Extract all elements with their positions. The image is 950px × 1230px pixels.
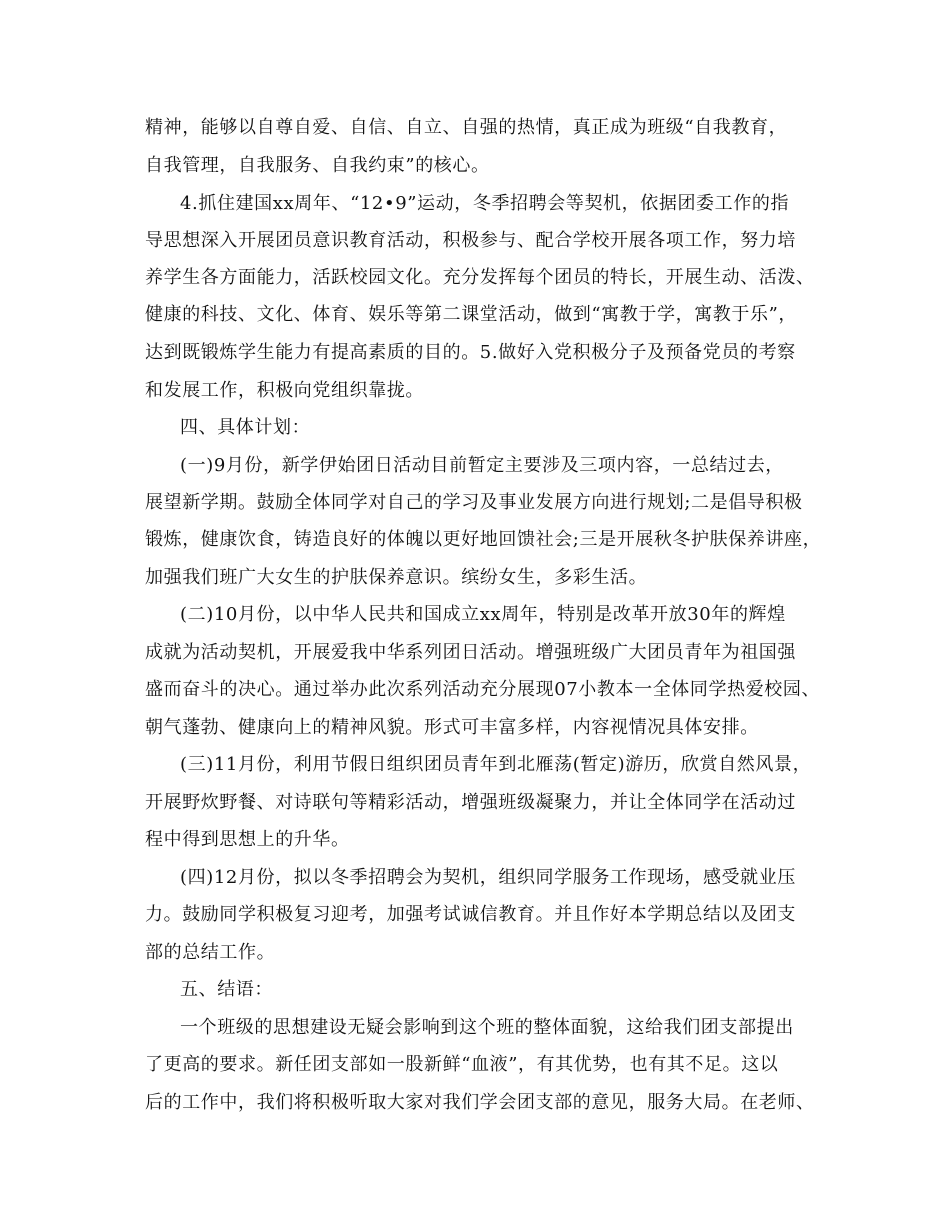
text-line: (四)12月份，拟以冬季招聘会为契机，组织同学服务工作现场，感受就业压 [180,867,796,888]
text-line: 成就为活动契机，开展爱我中华系列团日活动。增强班级广大团员青年为祖国强 [145,642,796,663]
text-line: (三)11月份，利用节假日组织团员青年到北雁荡(暂定)游历，欣赏自然风景， [180,754,812,775]
text-line: 后的工作中，我们将积极听取大家对我们学会团支部的意见，服务大局。在老师、 [145,1092,815,1113]
section-heading: 五、结语： [180,979,273,1000]
text-line: 锻炼，健康饮食，铸造良好的体魄以更好地回馈社会;三是开展秋冬护肤保养讲座， [145,529,822,550]
text-line: 健康的科技、文化、体育、娱乐等第二课堂活动，做到“寓教于学，寓教于乐”， [145,304,798,325]
text-line: 了更高的要求。新任团支部如一股新鲜“血液”，有其优势，也有其不足。这以 [145,1054,779,1075]
text-line: 养学生各方面能力，活跃校园文化。充分发挥每个团员的特长，开展生动、活泼、 [145,267,815,288]
text-line: 程中得到思想上的升华。 [145,829,350,850]
text-line: 达到既锻炼学生能力有提高素质的目的。5.做好入党积极分子及预备党员的考察 [145,342,796,363]
text-line: 部的总结工作。 [145,942,276,963]
text-line: 和发展工作，积极向党组织靠拢。 [145,380,424,401]
text-line: 朝气蓬勃、健康向上的精神风貌。形式可丰富多样，内容视情况具体安排。 [145,717,759,738]
text-line: 盛而奋斗的决心。通过举办此次系列活动充分展现07小教本一全体同学热爱校园、 [145,679,821,700]
text-line: 加强我们班广大女生的护肤保养意识。缤纷女生，多彩生活。 [145,567,648,588]
text-line: (二)10月份，以中华人民共和国成立xx周年，特别是改革开放30年的辉煌 [180,604,786,625]
section-heading: 四、具体计划： [180,417,311,438]
text-line: 自我管理，自我服务、自我约束”的核心。 [145,155,490,176]
text-line: 一个班级的思想建设无疑会影响到这个班的整体面貌，这给我们团支部提出 [180,1017,794,1038]
text-line: 力。鼓励同学积极复习迎考，加强考试诚信教育。并且作好本学期总结以及团支 [145,904,796,925]
text-line: 开展野炊野餐、对诗联句等精彩活动，增强班级凝聚力，并让全体同学在活动过 [145,792,796,813]
text-line: (一)9月份，新学伊始团日活动目前暂定主要涉及三项内容，一总结过去， [180,455,784,476]
text-line: 展望新学期。鼓励全体同学对自己的学习及事业发展方向进行规划;二是倡导积极 [145,492,803,513]
text-line: 导思想深入开展团员意识教育活动，积极参与、配合学校开展各项工作，努力培 [145,230,796,251]
text-line: 精神，能够以自尊自爱、自信、自立、自强的热情，真正成为班级“自我教育， [145,117,788,138]
text-line: 4.抓住建国xx周年、“12•9”运动，冬季招聘会等契机，依据团委工作的指 [180,193,790,214]
